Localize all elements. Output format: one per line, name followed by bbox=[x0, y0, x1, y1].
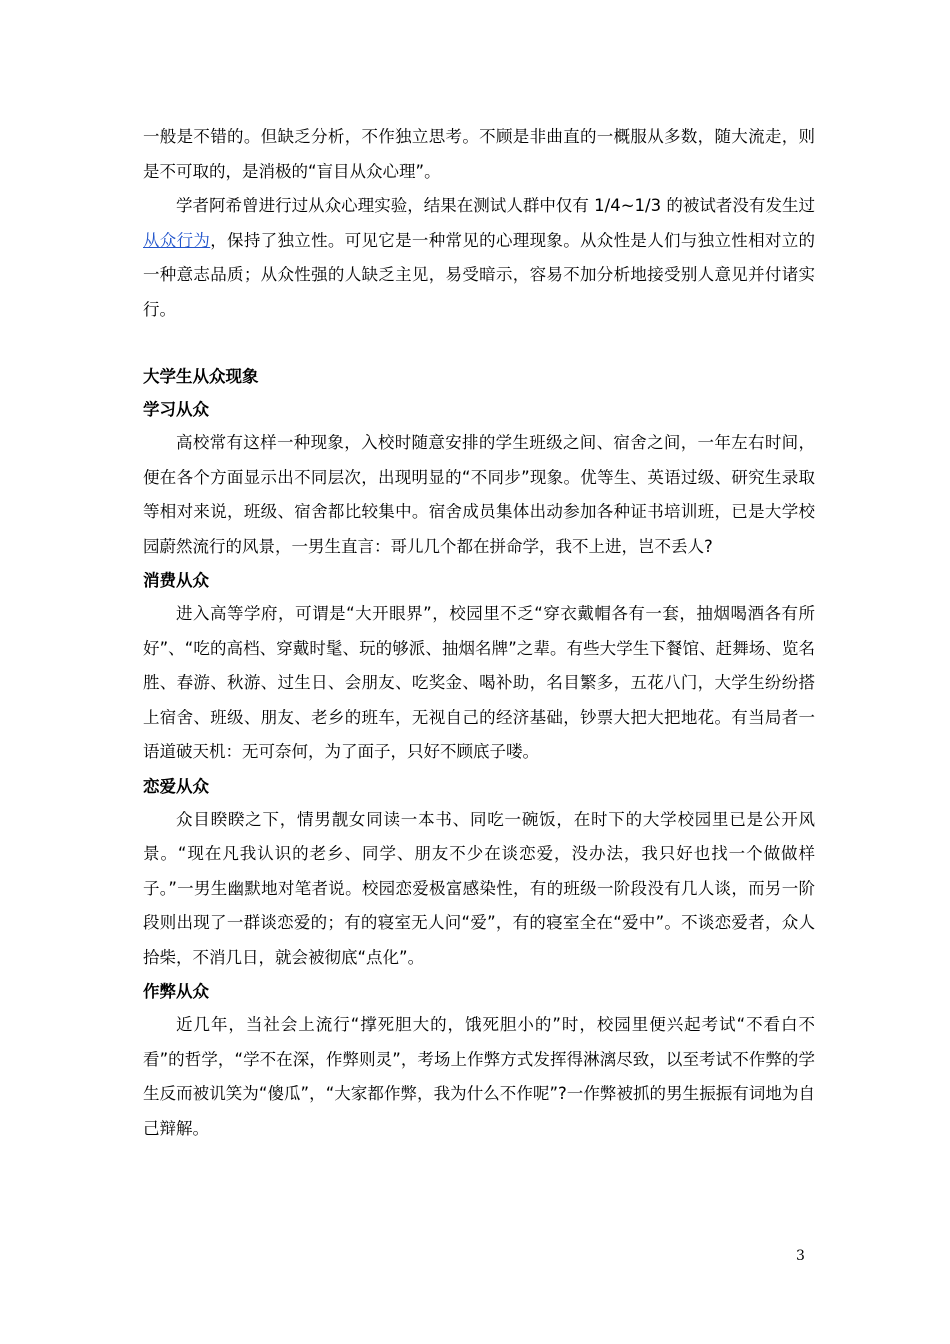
section-title: 大学生从众现象 bbox=[143, 367, 259, 386]
intro-paragraph-2-start: 学者阿希曾进行过从众心理实验，结果在测试人群中仅有 1/4~1/3 的被试者没有发生过 bbox=[176, 196, 815, 215]
page-number: 3 bbox=[796, 1248, 805, 1264]
subsection-heading-cheating: 作弊从众 bbox=[143, 982, 209, 1001]
subsection-heading-consumption: 消费从众 bbox=[143, 571, 209, 590]
intro-paragraph-2 bbox=[143, 189, 815, 327]
intro-paragraph-2-end: ，保持了独立性。可见它是一种常见的心理现象。从众性是人们与独立性相对立的一种意志品质；从众性强的人缺乏主见，易受暗示，容易不加分析地接受别人意见并付诸实行。 bbox=[143, 230, 816, 319]
subsection-body-consumption: 进入高等学府，可谓是“大开眼界”，校园里不乏“穿衣戴帽各有一套，抽烟喝酒各有所好”、“吃的高档、穿戴时髦、玩的够派、抽烟名牌”之辈。有些大学生下餐馆、赶舞场、览名胜、春游、秋游、过生日、会朋友、吃奖金、喝补助，名目繁多，五花八门，大学生纷纷搭上宿舍、班级、朋友、老乡的班车，无视自己的经济基础，钞票大把大把地花。有当局者一语道破天机：无可奈何，为了面子，只好不顾底子喽。 bbox=[143, 604, 815, 761]
subsection-body-study: 高校常有这样一种现象，入校时随意安排的学生班级之间、宿舍之间，一年左右时间，便在各个方面显示出不同层次，出现明显的“不同步”现象。优等生、英语过级、研究生录取等相对来说，班级、宿舍都比较集中。宿舍成员集体出动参加各种证书培训班，已是大学校园蔚然流行的风景，一男生直言：哥儿几个都在拼命学，我不上进，岂不丢人? bbox=[143, 433, 815, 556]
document-body bbox=[143, 120, 815, 1146]
subsection-body-cheating: 近几年，当社会上流行“撑死胆大的，饿死胆小的”时，校园里便兴起考试“不看白不看”的哲学，“学不在深，作弊则灵”，考场上作弊方式发挥得淋漓尽致，以至考试不作弊的学生反而被讥笑为“傻瓜”，“大家都作弊，我为什么不作呢”?一作弊被抓的男生振振有词地为自己辩解。 bbox=[143, 1015, 815, 1138]
conformity-behavior-link[interactable]: 从众行为 bbox=[143, 230, 211, 250]
subsection-body-romance: 众目睽睽之下，情男靓女同读一本书、同吃一碗饭，在时下的大学校园里已是公开风景。“现在凡我认识的老乡、同学、朋友不少在谈恋爱，没办法，我只好也找一个做做样子。”一男生幽默地对笔者说。校园恋爱极富感染性，有的班级一阶段没有几人谈，而另一阶段则出现了一群谈恋爱的；有的寝室无人问“爱”，有的寝室全在“爱中”。不谈恋爱者，众人拾柴，不消几日，就会被彻底“点化”。 bbox=[143, 809, 815, 967]
section-gap bbox=[143, 327, 815, 360]
subsection-heading-study: 学习从众 bbox=[143, 400, 209, 419]
intro-paragraph-1: 一般是不错的。但缺乏分析，不作独立思考。不顾是非曲直的一概服从多数，随大流走，则是不可取的，是消极的“盲目从众心理”。 bbox=[143, 127, 815, 181]
subsection-heading-romance: 恋爱从众 bbox=[143, 776, 209, 796]
